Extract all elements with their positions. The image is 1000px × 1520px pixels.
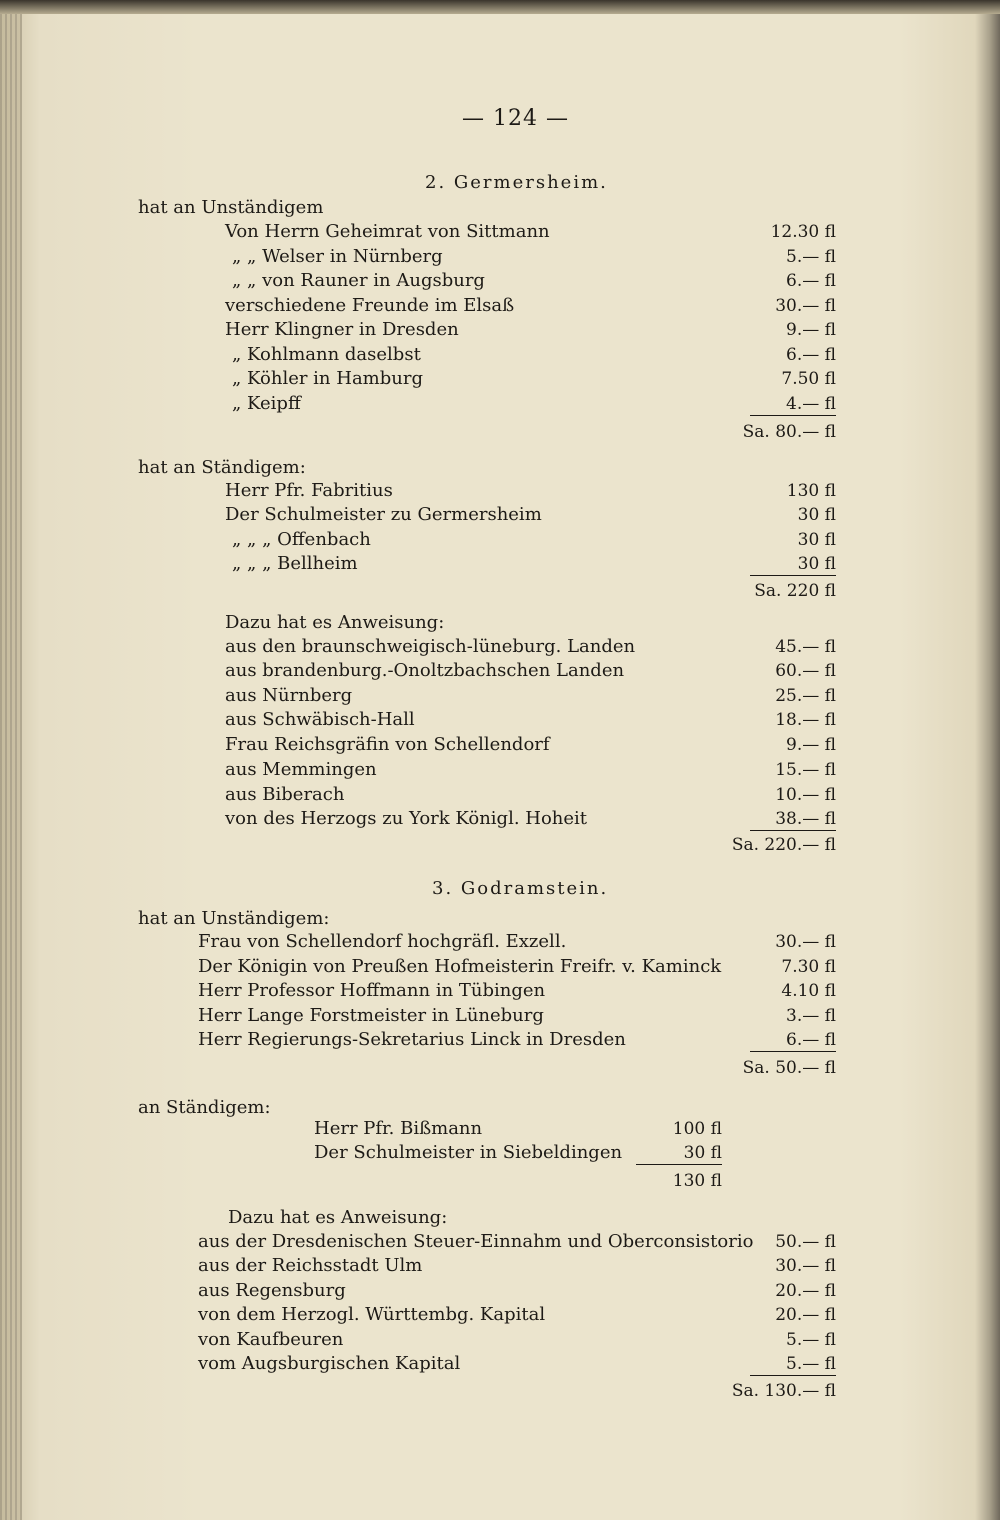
block-intro: an Ständigem: <box>138 1097 271 1118</box>
entry-amount: 12.30 fl <box>770 222 836 242</box>
entry-label: „ „ von Rauner in Augsburg <box>232 270 485 291</box>
entry-amount: 6.— fl <box>786 345 836 365</box>
entry-amount: 4.— fl <box>786 394 836 414</box>
entry-amount: 7.30 fl <box>781 957 836 977</box>
entry-label: „ Kohlmann daselbst <box>232 344 421 365</box>
sum-rule <box>750 830 836 831</box>
entry-label: Der Königin von Preußen Hofmeisterin Freifr. v. Kaminck <box>198 956 722 977</box>
entry-label: „ Keipff <box>232 393 301 414</box>
entry-amount: 30 fl <box>797 554 836 574</box>
sum-rule <box>750 415 836 416</box>
entry-label: aus Schwäbisch-Hall <box>225 709 415 730</box>
entry-label: Frau von Schellendorf hochgräfl. Exzell. <box>198 931 567 952</box>
sum-rule <box>750 1051 836 1052</box>
block-total: Sa. 130.— fl <box>731 1381 836 1401</box>
block-total: Sa. 220.— fl <box>731 835 836 855</box>
sum-rule <box>636 1164 722 1165</box>
entry-amount: 30.— fl <box>775 296 836 316</box>
entry-label: aus Biberach <box>225 784 345 805</box>
entry-amount: 20.— fl <box>775 1305 836 1325</box>
entry-label: von Kaufbeuren <box>198 1329 344 1350</box>
entry-amount: 5.— fl <box>786 247 836 267</box>
entry-amount: 38.— fl <box>775 809 836 829</box>
entry-label: Frau Reichsgräfin von Schellendorf <box>225 734 550 755</box>
entry-label: Herr Klingner in Dresden <box>225 319 459 340</box>
sum-rule <box>750 575 836 576</box>
entry-label: aus Memmingen <box>225 759 377 780</box>
entry-amount: 3.— fl <box>786 1006 836 1026</box>
entry-label: Herr Pfr. Fabritius <box>225 480 393 501</box>
entry-amount: 5.— fl <box>786 1330 836 1350</box>
entry-amount: 30.— fl <box>775 932 836 952</box>
block-intro: Dazu hat es Anweisung: <box>225 612 445 633</box>
entry-label: Herr Lange Forstmeister in Lüneburg <box>198 1005 544 1026</box>
entry-amount: 45.— fl <box>775 637 836 657</box>
entry-label: aus Nürnberg <box>225 685 353 706</box>
entry-amount: 6.— fl <box>786 271 836 291</box>
entry-amount: 30 fl <box>797 530 836 550</box>
entry-label: aus der Reichsstadt Ulm <box>198 1255 423 1276</box>
entry-amount: 60.— fl <box>775 661 836 681</box>
sum-rule <box>750 1375 836 1376</box>
entry-amount: 100 fl <box>672 1119 722 1139</box>
entry-label: verschiedene Freunde im Elsaß <box>225 295 515 316</box>
block-total: Sa. 80.— fl <box>742 422 836 442</box>
entry-amount: 50.— fl <box>775 1232 836 1252</box>
entry-label: Herr Regierungs-Sekretarius Linck in Dresden <box>198 1029 626 1050</box>
entry-amount: 30 fl <box>683 1143 722 1163</box>
entry-label: „ „ Welser in Nürnberg <box>232 246 443 267</box>
entry-amount: 15.— fl <box>775 760 836 780</box>
entry-label: aus brandenburg.-Onoltzbachschen Landen <box>225 660 625 681</box>
entry-amount: 6.— fl <box>786 1030 836 1050</box>
entry-amount: 25.— fl <box>775 686 836 706</box>
entry-amount: 9.— fl <box>786 320 836 340</box>
entry-label: Herr Professor Hoffmann in Tübingen <box>198 980 546 1001</box>
entry-amount: 30.— fl <box>775 1256 836 1276</box>
book-binding-edge <box>0 0 22 1520</box>
entry-label: Von Herrn Geheimrat von Sittmann <box>225 221 550 242</box>
section-heading-godramstein: 3. Godramstein. <box>432 878 609 899</box>
entry-label: aus der Dresdenischen Steuer-Einnahm und Oberconsistorio <box>198 1231 754 1252</box>
entry-amount: 7.50 fl <box>781 369 836 389</box>
section-heading-germersheim: 2. Germersheim. <box>425 172 608 193</box>
block-total: Sa. 50.— fl <box>742 1058 836 1078</box>
entry-label: Der Schulmeister in Siebeldingen <box>314 1142 623 1163</box>
entry-label: „ Köhler in Hamburg <box>232 368 423 389</box>
entry-amount: 5.— fl <box>786 1354 836 1374</box>
entry-amount: 4.10 fl <box>781 981 836 1001</box>
entry-label: aus den braunschweigisch-lüneburg. Landen <box>225 636 636 657</box>
entry-amount: 10.— fl <box>775 785 836 805</box>
block-intro: hat an Ständigem: <box>138 457 306 478</box>
entry-label: vom Augsburgischen Kapital <box>198 1353 461 1374</box>
entry-label: aus Regensburg <box>198 1280 346 1301</box>
block-total: Sa. 220 fl <box>754 581 836 601</box>
entry-label: Der Schulmeister zu Germersheim <box>225 504 542 525</box>
entry-amount: 130 fl <box>786 481 836 501</box>
block-intro: Dazu hat es Anweisung: <box>228 1207 448 1228</box>
block-intro: hat an Unständigem: <box>138 908 330 929</box>
page-top-shadow <box>0 0 1000 14</box>
page-number: — 124 — <box>462 106 569 131</box>
entry-label: von dem Herzogl. Württembg. Kapital <box>198 1304 546 1325</box>
entry-amount: 30 fl <box>797 505 836 525</box>
entry-label: „ „ „ Bellheim <box>232 553 358 574</box>
entry-amount: 20.— fl <box>775 1281 836 1301</box>
entry-label: Herr Pfr. Bißmann <box>314 1118 483 1139</box>
block-total: 130 fl <box>672 1171 722 1191</box>
block-intro: hat an Unständigem <box>138 197 324 218</box>
entry-amount: 9.— fl <box>786 735 836 755</box>
entry-label: von des Herzogs zu York Königl. Hoheit <box>225 808 588 829</box>
entry-label: „ „ „ Offenbach <box>232 529 371 550</box>
entry-amount: 18.— fl <box>775 710 836 730</box>
